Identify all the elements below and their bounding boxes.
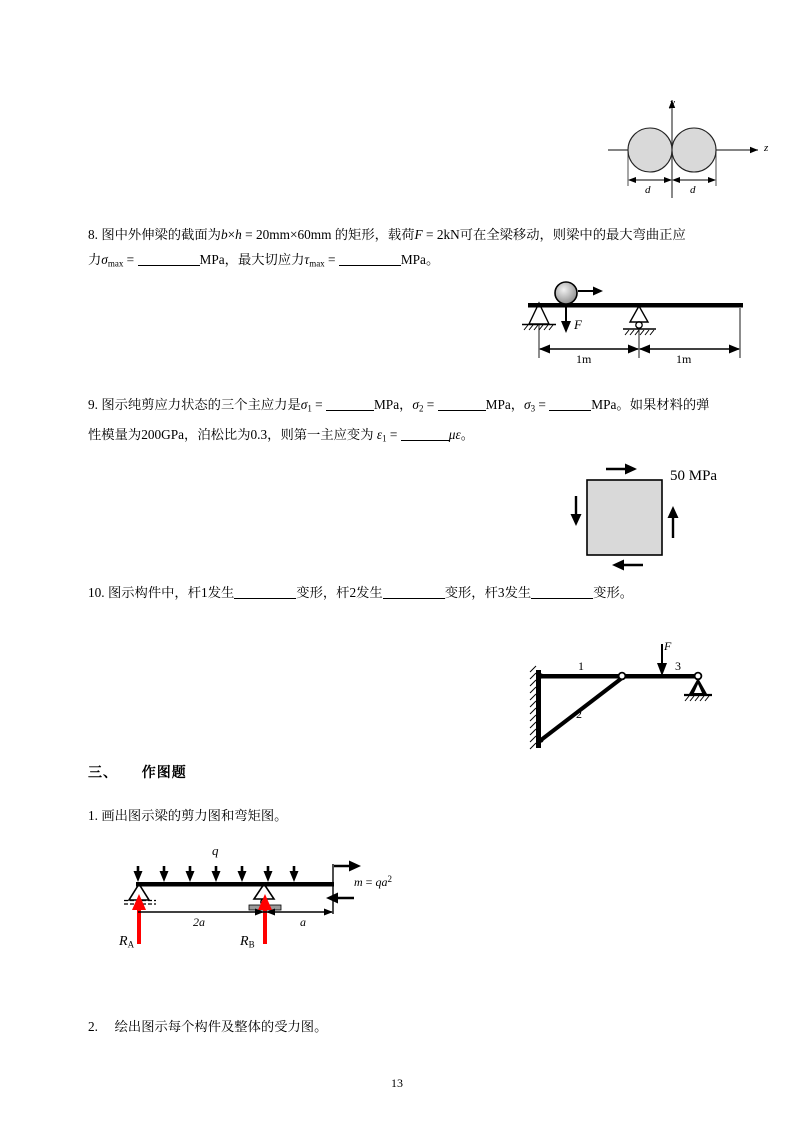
figure-bracket-truss xyxy=(512,632,742,752)
q9-line2a: 性模量为 xyxy=(88,426,142,442)
q9-answer-blank-3[interactable] xyxy=(549,397,591,411)
question-9 xyxy=(88,392,713,451)
section-heading-3 xyxy=(88,762,187,782)
q8-eq3: = xyxy=(123,252,138,267)
q9-sigma1-sub: 1 xyxy=(307,403,312,414)
q8-val1: 20 xyxy=(255,227,270,242)
q10-n3: 3 xyxy=(497,585,505,600)
force-label-F: F xyxy=(574,317,582,332)
reaction-a-subscript: A xyxy=(127,939,135,950)
q8-line1a: 图中外伸梁的截面为 xyxy=(101,227,221,242)
dim-label-d-left: d xyxy=(645,184,651,196)
moment-label xyxy=(354,874,392,890)
reaction-a-symbol: R xyxy=(119,934,128,949)
dim-label-d-right: d xyxy=(690,184,696,196)
moment-a: a xyxy=(381,875,388,890)
q9-unit3: MPa。 xyxy=(591,397,630,412)
q9-sigma2-sub: 2 xyxy=(418,403,424,414)
figure-udl-beam xyxy=(118,842,418,962)
q10-a: 图示构件中，杆 xyxy=(107,585,202,600)
draw1-text: 画出图示梁的剪力图和弯矩图。 xyxy=(101,808,288,823)
moment-m: m xyxy=(354,875,363,890)
q9-line2d: 。 xyxy=(460,426,474,442)
page-number: 13 xyxy=(391,1076,403,1090)
q10-e: 变形，杆 xyxy=(444,585,498,600)
q10-f: 发生 xyxy=(504,585,532,600)
q8-times1: × xyxy=(227,227,236,242)
q9-sigma2: σ xyxy=(412,397,419,412)
q9-eq4: = xyxy=(386,426,401,442)
q9-eq3: = xyxy=(535,397,550,412)
drawing-question-1 xyxy=(88,805,287,824)
q9-eq1: = xyxy=(311,397,326,412)
q8-line2a: 力 xyxy=(88,252,102,267)
question-8 xyxy=(88,222,708,277)
q9-unit-E: GPa xyxy=(161,426,185,442)
q10-answer-blank-3[interactable] xyxy=(531,585,593,599)
q9-unit2: MPa， xyxy=(485,397,525,412)
q10-d: 发生 xyxy=(356,585,383,600)
q8-sigma-sub: max xyxy=(107,258,124,269)
q10-number: 10. xyxy=(88,585,105,600)
draw1-number: 1. xyxy=(88,808,98,823)
q10-n2: 2 xyxy=(349,585,357,600)
q9-line1a: 图示纯剪应力状态的三个主应力是 xyxy=(101,397,301,412)
q9-answer-blank-1[interactable] xyxy=(326,397,374,411)
q10-answer-blank-1[interactable] xyxy=(234,585,296,599)
q10-b: 发生 xyxy=(207,585,235,600)
q9-answer-blank-2[interactable] xyxy=(438,397,486,411)
q9-line2b: ，泊松比为 xyxy=(184,426,251,442)
moment-eq: = xyxy=(362,875,376,890)
q8-line1c: 可在全梁移动，则梁中的最大弯曲正应 xyxy=(459,227,686,242)
truss-member-1-label: 1 xyxy=(578,659,584,673)
stress-magnitude-label: 50 MPa xyxy=(670,468,718,484)
q9-unit-eps: με xyxy=(448,426,461,442)
q9-line1b: 如果材料的弹 xyxy=(629,397,710,412)
q8-val2: 60 xyxy=(297,227,311,242)
q9-eq2: = xyxy=(423,397,438,412)
truss-force-F-label: F xyxy=(664,639,672,653)
truss-member-3-label: 3 xyxy=(675,659,681,673)
truss-member-2-label: 2 xyxy=(576,707,582,721)
q8-number: 8. xyxy=(88,227,98,242)
reaction-label-RA xyxy=(119,934,134,950)
figure-two-circles xyxy=(600,88,790,208)
q8-line2b: 最大切应力 xyxy=(237,252,305,267)
q9-val-nu: 0.3 xyxy=(250,426,268,442)
q9-eps: ε xyxy=(376,426,383,442)
section-3-label: 三、 xyxy=(88,765,118,781)
moment-exponent: 2 xyxy=(387,874,392,884)
q10-c: 变形，杆 xyxy=(296,585,350,600)
span-label-2a: 2a xyxy=(193,915,205,929)
draw2-text: 绘出图示每个构件及整体的受力图。 xyxy=(114,1019,328,1034)
q8-eq1: = xyxy=(241,227,256,242)
question-10 xyxy=(88,580,708,605)
q8-tau-sub: max xyxy=(309,258,325,269)
q10-g: 变形。 xyxy=(593,585,634,600)
q8-unit5: MPa。 xyxy=(400,252,440,267)
reaction-label-RB xyxy=(240,934,255,950)
q10-n1: 1 xyxy=(201,585,208,600)
q8-answer-blank-tau[interactable] xyxy=(339,252,401,266)
moment-q: q xyxy=(375,875,382,890)
q8-eq2: = xyxy=(422,227,437,242)
q8-sigma: σ xyxy=(101,252,108,267)
q10-answer-blank-2[interactable] xyxy=(383,585,445,599)
q9-answer-blank-eps[interactable] xyxy=(401,427,449,441)
q9-val-E: 200 xyxy=(141,426,162,442)
q8-h: h xyxy=(235,227,242,242)
q9-sigma1: σ xyxy=(300,397,308,412)
figure-overhanging-beam xyxy=(508,272,794,372)
dim-label-1m-left: 1m xyxy=(576,352,592,366)
q8-unit3: kN xyxy=(443,227,460,242)
axis-label-z: z xyxy=(764,142,769,154)
reaction-b-symbol: R xyxy=(240,934,249,949)
q8-eq4: = xyxy=(324,252,339,267)
udl-label-q: q xyxy=(212,843,219,858)
q8-val3: 2 xyxy=(436,227,444,242)
q8-answer-blank-sigma[interactable] xyxy=(138,252,200,266)
q8-unit1: mm xyxy=(269,227,290,242)
q8-F: F xyxy=(414,227,423,242)
q9-eps-sub: 1 xyxy=(382,433,387,444)
draw2-number: 2. xyxy=(88,1019,98,1034)
span-label-a: a xyxy=(300,915,306,929)
q9-line2c: ，则第一主应变为 xyxy=(267,426,374,442)
q8-tau: τ xyxy=(304,252,310,267)
q8-unit4: MPa， xyxy=(199,252,238,267)
drawing-question-2 xyxy=(88,1016,327,1035)
q8-times2: × xyxy=(289,227,298,242)
dim-label-1m-right: 1m xyxy=(676,352,692,366)
q8-line1b: 的矩形，载荷 xyxy=(334,227,415,242)
q8-unit2: mm xyxy=(310,227,332,242)
axis-label-y: y xyxy=(670,97,675,109)
reaction-b-subscript: B xyxy=(248,939,255,950)
figure-pure-shear-element xyxy=(552,458,782,568)
q9-sigma3-sub: 3 xyxy=(530,403,536,414)
q9-number: 9. xyxy=(88,397,98,412)
q8-b: b xyxy=(220,227,228,242)
q9-unit1: MPa， xyxy=(373,397,413,412)
q9-sigma3: σ xyxy=(524,397,531,412)
section-3-title: 作图题 xyxy=(141,765,187,781)
